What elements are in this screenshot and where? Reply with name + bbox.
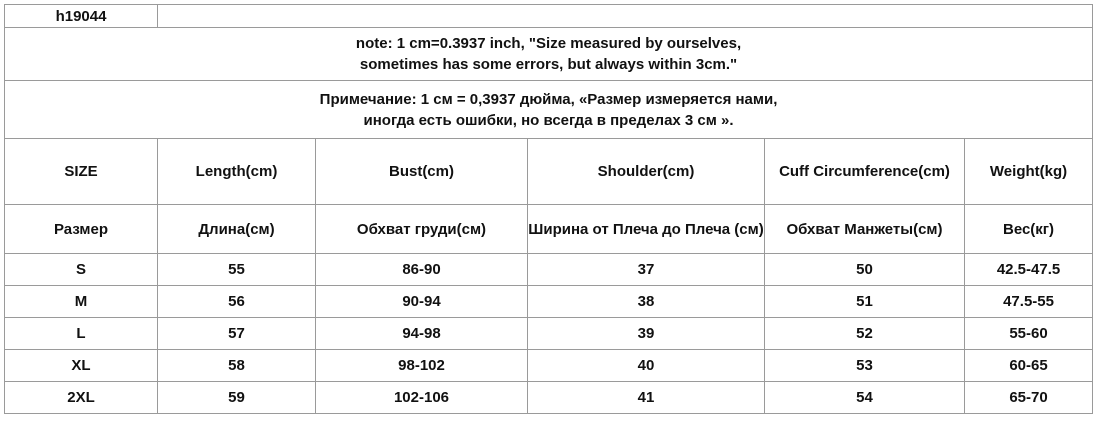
header-length-ru: Длина(см) — [158, 205, 316, 254]
header-shoulder-ru: Ширина от Плеча до Плеча (см) — [528, 205, 765, 254]
cell-cuff: 51 — [765, 286, 965, 318]
size-table — [4, 4, 1093, 414]
product-code: h19044 — [5, 5, 158, 28]
cell-size: XL — [5, 350, 158, 382]
header-weight-ru: Вес(кг) — [965, 205, 1093, 254]
cell-shoulder: 41 — [528, 382, 765, 414]
cell-size: 2XL — [5, 382, 158, 414]
table-row — [5, 350, 1093, 382]
cell-bust: 98-102 — [316, 350, 528, 382]
header-row-en — [5, 139, 1093, 205]
header-weight: Weight(kg) — [965, 139, 1093, 205]
header-size: SIZE — [5, 139, 158, 205]
table-row — [5, 286, 1093, 318]
note-en-line-2: sometimes has some errors, but always within 3cm." — [359, 56, 738, 73]
header-cuff-ru: Обхват Манжеты(см) — [765, 205, 965, 254]
cell-bust: 102-106 — [316, 382, 528, 414]
cell-bust: 90-94 — [316, 286, 528, 318]
cell-weight: 60-65 — [965, 350, 1093, 382]
header-row-ru — [5, 205, 1093, 254]
cell-size: S — [5, 254, 158, 286]
cell-length: 57 — [158, 318, 316, 350]
cell-weight: 55-60 — [965, 318, 1093, 350]
note-ru-line-2: иногда есть ошибки, но всегда в пределах 3 см ». — [363, 111, 734, 129]
table-row — [5, 254, 1093, 286]
cell-weight: 47.5-55 — [965, 286, 1093, 318]
header-length: Length(cm) — [158, 139, 316, 205]
cell-size: M — [5, 286, 158, 318]
cell-size: L — [5, 318, 158, 350]
cell-shoulder: 40 — [528, 350, 765, 382]
cell-length: 58 — [158, 350, 316, 382]
cell-shoulder: 37 — [528, 254, 765, 286]
cell-bust: 86-90 — [316, 254, 528, 286]
header-shoulder: Shoulder(cm) — [528, 139, 765, 205]
note-en — [5, 28, 1093, 81]
header-bust-ru: Обхват груди(см) — [316, 205, 528, 254]
cell-shoulder: 39 — [528, 318, 765, 350]
note-ru — [5, 81, 1093, 139]
header-size-ru: Размер — [5, 205, 158, 254]
empty-cell — [158, 5, 1093, 28]
cell-cuff: 54 — [765, 382, 965, 414]
table-row — [5, 382, 1093, 414]
table-row — [5, 318, 1093, 350]
cell-cuff: 50 — [765, 254, 965, 286]
cell-length: 55 — [158, 254, 316, 286]
note-ru-line-1: Примечание: 1 см = 0,3937 дюйма, «Размер измеряется нами, — [319, 90, 778, 108]
note-ru-row — [5, 81, 1093, 139]
cell-cuff: 53 — [765, 350, 965, 382]
cell-length: 59 — [158, 382, 316, 414]
note-en-row — [5, 28, 1093, 81]
cell-bust: 94-98 — [316, 318, 528, 350]
header-bust: Bust(cm) — [316, 139, 528, 205]
header-cuff: Cuff Circumference(cm) — [765, 139, 965, 205]
cell-weight: 65-70 — [965, 382, 1093, 414]
cell-cuff: 52 — [765, 318, 965, 350]
cell-shoulder: 38 — [528, 286, 765, 318]
cell-weight: 42.5-47.5 — [965, 254, 1093, 286]
product-code-row — [5, 5, 1093, 28]
note-en-line-1: note: 1 cm=0.3937 inch, "Size measured by ourselves, — [355, 35, 742, 52]
cell-length: 56 — [158, 286, 316, 318]
